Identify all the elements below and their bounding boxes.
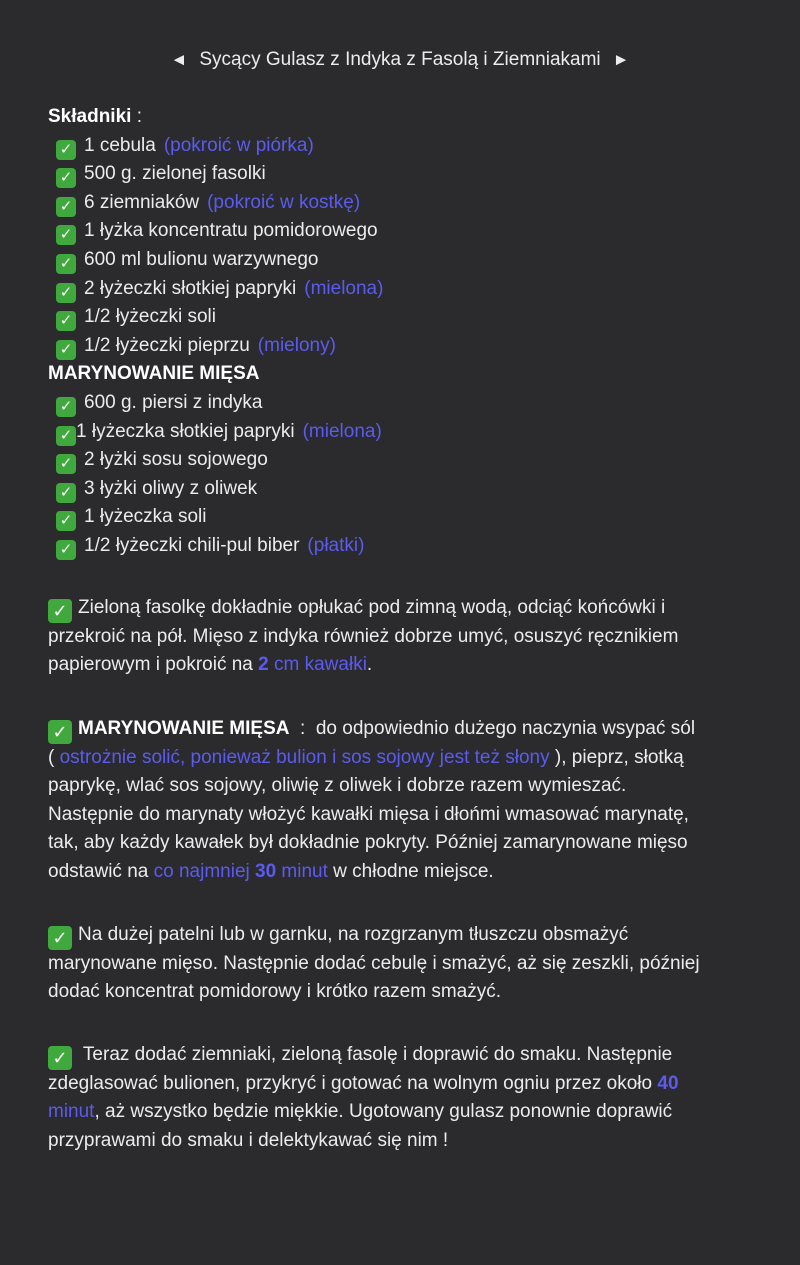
check-icon: ✓ (56, 197, 76, 217)
list-item: ✓ 600 g. piersi z indyka (48, 389, 768, 418)
check-icon: ✓ (56, 483, 76, 503)
check-icon: ✓ (56, 426, 76, 446)
recipe-title-bar (0, 46, 800, 74)
check-icon: ✓ (56, 254, 76, 274)
list-item: ✓ 2 łyżeczki słotkiej papryki (mielona) (48, 275, 768, 304)
list-item: ✓ 2 łyżki sosu sojowego (48, 446, 768, 475)
check-icon: ✓ (56, 340, 76, 360)
ingredients-heading: Składniki : (48, 106, 142, 127)
list-item: ✓ 1/2 łyżeczki chili-pul biber (płatki) (48, 532, 768, 561)
check-icon: ✓ (56, 225, 76, 245)
check-icon: ✓ (48, 599, 72, 623)
list-item: ✓ 1 łyżeczka słotkiej papryki (mielona) (48, 418, 768, 447)
check-icon: ✓ (56, 540, 76, 560)
list-item: ✓ 1/2 łyżeczki pieprzu (mielony) (48, 332, 768, 361)
check-icon: ✓ (56, 311, 76, 331)
list-item: ✓ 600 ml bulionu warzywnego (48, 246, 768, 275)
check-icon: ✓ (56, 397, 76, 417)
marinade-heading: MARYNOWANIE MIĘSA (48, 363, 260, 385)
step-1: ✓ Zieloną fasolkę dokładnie opłukać pod zimną wodą, odciąć końcówki i przekroić na pół. Mięso z indyka również dobrze umyć, osuszyć ręcznikiem papierowym i pokroić na 2 cm kawałki. (48, 597, 679, 676)
check-icon: ✓ (56, 283, 76, 303)
previous-arrow-icon[interactable]: ◄ (170, 50, 188, 69)
list-item: ✓ 500 g. zielonej fasolki (48, 160, 768, 189)
step-3: ✓ Na dużej patelni lub w garnku, na rozgrzanym tłuszczu obsmażyć marynowane mięso. Następnie dodać cebulę i smażyć, aż się zeszkli, później dodać koncentrat pomidorowy i krótko razem smażyć. (48, 924, 700, 1003)
step-2-marinating: ✓ MARYNOWANIE MIĘSA : do odpowiednio dużego naczynia wsypać sól ( ostrożnie solić, ponieważ bulion i sos sojowy jest też słony ), pieprz, słotką paprykę, wlać sos sojowy, oliwię z oliwek i dobrze razem wymieszać. Następnie do marynaty włożyć kawałki mięsa i dłońmi wmasować marynatę, tak, aby każdy kawałek był dokładnie pokryty. Później zamarynowane mięso odstawić na co najmniej 30 minut w chłodne miejsce. (48, 718, 696, 882)
next-arrow-icon[interactable]: ► (612, 50, 630, 69)
check-icon: ✓ (48, 720, 72, 744)
list-item: ✓ 1 łyżeczka soli (48, 503, 768, 532)
recipe-title: Sycący Gulasz z Indyka z Fasolą i Ziemniakami (199, 49, 601, 70)
check-icon: ✓ (48, 926, 72, 950)
list-item: ✓ 3 łyżki oliwy z oliwek (48, 475, 768, 504)
ingredients-section (48, 103, 768, 561)
check-icon: ✓ (56, 140, 76, 160)
check-icon: ✓ (56, 511, 76, 531)
list-item: ✓ 6 ziemniaków (pokroić w kostkę) (48, 189, 768, 218)
step-4: ✓ Teraz dodać ziemniaki, zieloną fasolę i doprawić do smaku. Następnie zdeglasować bulionen, przykryć i gotować na wolnym ogniu przez około 40 minut, aż wszystko będzie miękkie. Ugotowany gulasz ponownie doprawić przyprawami do smaku i delektykawać się nim ! (48, 1044, 679, 1151)
list-item: ✓ 1/2 łyżeczki soli (48, 303, 768, 332)
list-item: ✓ 1 cebula (pokroić w piórka) (48, 132, 768, 161)
check-icon: ✓ (56, 454, 76, 474)
check-icon: ✓ (48, 1046, 72, 1070)
list-item: ✓ 1 łyżka koncentratu pomidorowego (48, 217, 768, 246)
check-icon: ✓ (56, 168, 76, 188)
